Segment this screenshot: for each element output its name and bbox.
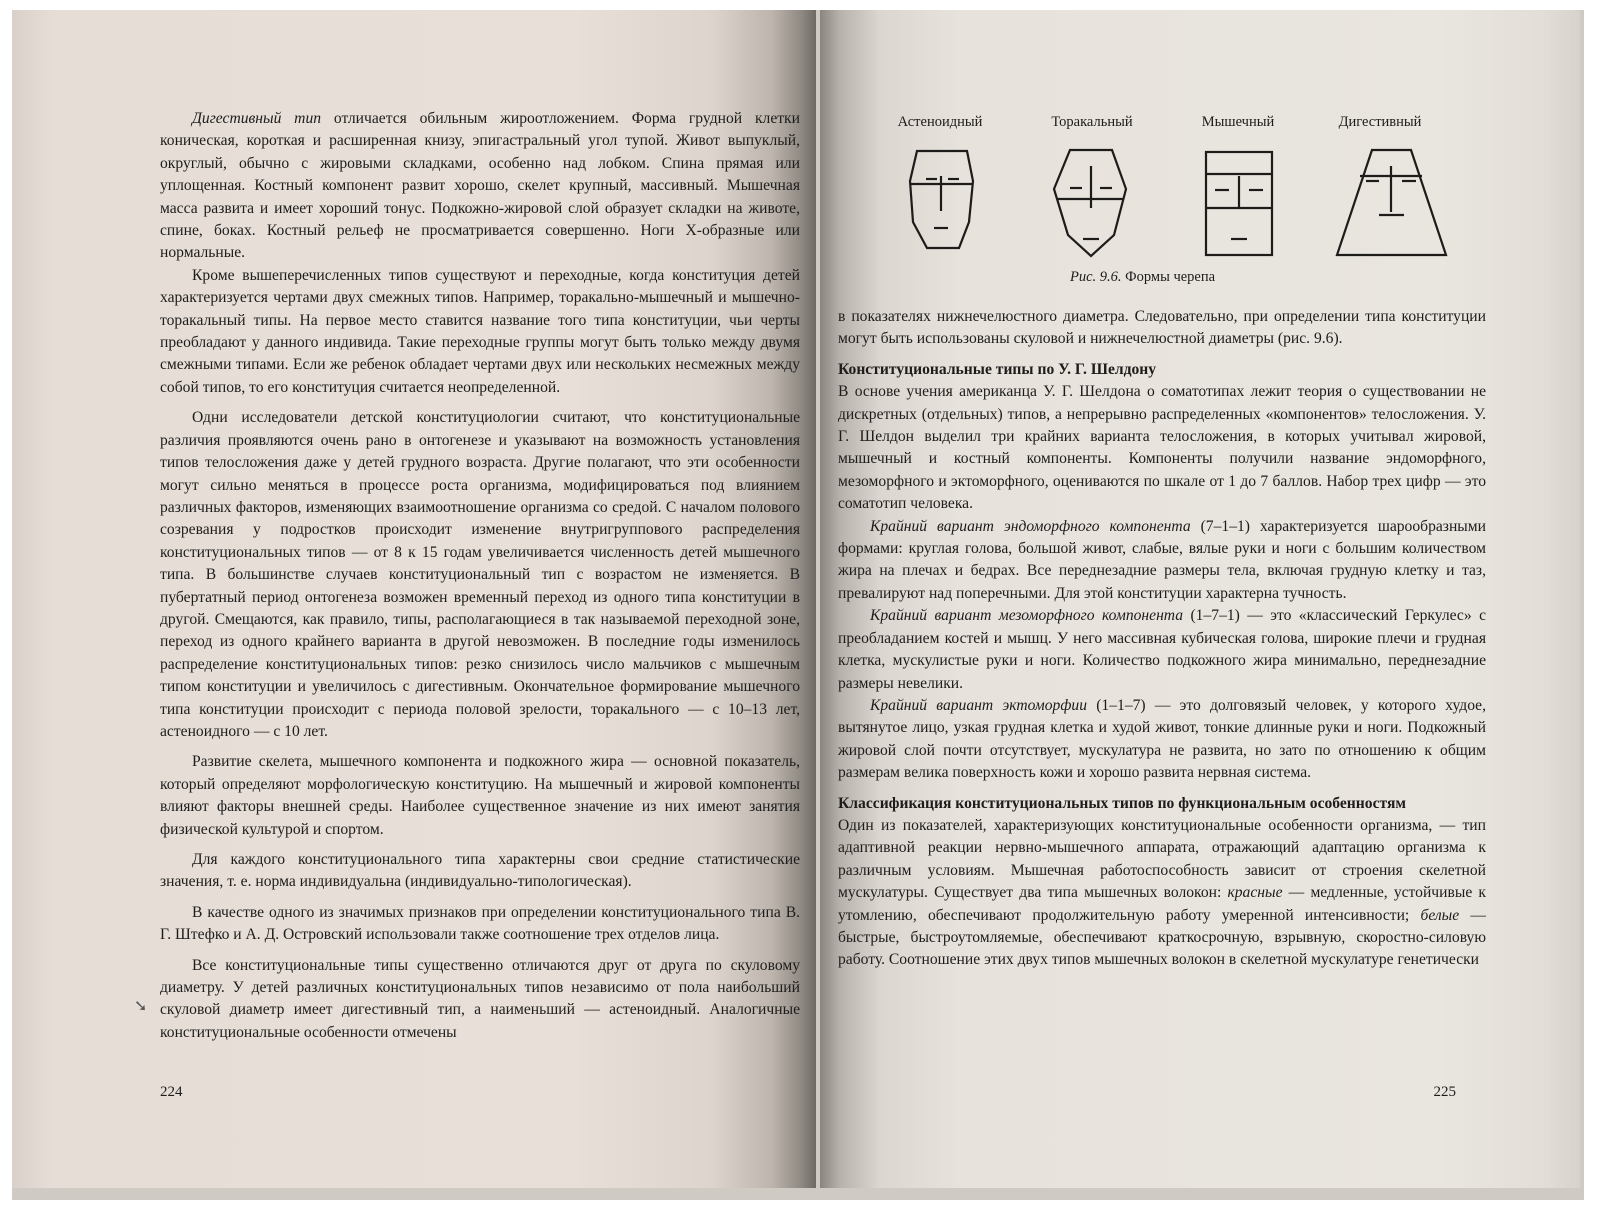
paragraph-zygomatic: Все конституциональные типы существенно отличаются друг от друга по скуловому диаметру. У детей различных конституциональных типов независимо от пола наибольший скуловой диаметр имеет дигестивный тип, а наименьший — астеноидный. Аналогичные конституциональные особенности отмечены — [160, 956, 800, 1041]
skull-digestive-shape — [1337, 150, 1446, 255]
paragraph-text: — быстрые, быстроутомляемые, обеспечивают краткосрочную, взрывную, скоростно-силовую работу. Соотношение этих двух типов мышечных волокон в скелетной мускулатуре генетически — [838, 906, 1486, 969]
paragraph-intro: в показателях нижнечелюстного диаметра. Следовательно, при определении типа конституции могут быть использованы скуловой и нижнечелюстной диаметры (рис. 9.6). — [838, 308, 1486, 348]
skull-thoracic-shape — [1054, 150, 1126, 256]
figure-caption-label: Рис. 9.6. — [1070, 269, 1122, 285]
term-red-fibers: красные — [1227, 884, 1283, 902]
term-white-fibers: белые — [1420, 906, 1460, 924]
page-number-left: 224 — [160, 1084, 183, 1100]
left-page-text — [160, 108, 800, 1044]
paragraph-text: — медленные, устойчивые к утомлению, обеспечивают продолжительную работу умеренной интенсивности; — [838, 884, 1486, 924]
paragraph-ectomorph — [838, 695, 1486, 785]
paragraph-face: В качестве одного из значимых признаков при определении конституционального типа В. Г. Штефко и А. Д. Островский использовали также соотношение трех отделов лица. — [160, 903, 800, 944]
skull-astenoid-shape — [910, 151, 973, 248]
term-mesomorph: Крайний вариант мезоморфного компонента — [870, 607, 1184, 625]
figure-caption — [1070, 269, 1215, 286]
paragraph-endomorph — [838, 516, 1486, 606]
paragraph-text: (7–1–1) характеризуется шарообразными формами: круглая голова, большой живот, слабые, вялые руки и ноги с большим количеством жира на плечах и бедрах. Все переднезадние размеры тела, включая грудную клетку и таз, превалируют над поперечными. Для этой конституции характерна тучность. — [838, 517, 1486, 602]
right-page — [820, 10, 1580, 1188]
paragraph-mesomorph — [838, 605, 1486, 695]
heading-functional: Классификация конституциональных типов по функциональным особенностям — [838, 794, 1407, 812]
label-astenoid: Астеноидный — [897, 114, 983, 130]
paragraph-skeleton: Развитие скелета, мышечного компонента и подкожного жира — основной показатель, который определяют морфологическую конституцию. На мышечный и жировой компоненты влияют факторы внешней среды. Наиболее существенное значение из них имеют занятия физической культурой и спортом. — [160, 753, 800, 838]
paragraph-text: отличается обильным жироотложением. Форма грудной клетки коническая, короткая и расширенная книзу, эпигастральный угол тупой. Живот выпуклый, округлый, обычно с жировыми складками, особенно над лобком. Спина прямая или уплощенная. Костный компонент развит хорошо, скелет крупный, массивный. Мышечная масса развита и имеет хороший тонус. Подкожно-жировой слой образует складки на животе, спине, боках. Костный рельеф не просматривается совершенно. Ноги Х-образные или нормальные. — [160, 110, 800, 262]
page-number-right: 225 — [1433, 1084, 1456, 1100]
paragraph-researchers: Одни исследователи детской конституциологии считают, что конституциональные различия проявляются очень рано в онтогенезе и указывают на возможность установления типов телосложения даже у детей грудного возраста. Другие полагают, что эти особенности могут сильно меняться в процессе роста организма, модифицироваться под влиянием различных факторов, изменяющих взаимоотношение организма со средой. С началом полового созревания у подростков происходит изменение внутригруппового распределения конституциональных типов — от 8 к 15 годам увеличивается численность детей мышечного типа. В большинстве случаев конституциональный тип с возрастом не изменяется. В пубертатный период онтогенеза возможен временный переход из одного типа конституции в другой. Смещаются, как правило, типы, располагающиеся в так называемой переходной зоне, переход из одного крайнего варианта в другой невозможен. В последние годы изменилось распределение конституциональных типов: резко снизилось число мальчиков с мышечным типом конституции и увеличилось с дигестивным. Окончательное формирование мышечного типа конституции происходит с периода половой зрелости, торакального — с 10–13 лет, астеноидного — с 10 лет. — [160, 409, 800, 740]
term-ectomorph: Крайний вариант эктоморфии — [870, 696, 1088, 714]
label-muscular: Мышечный — [1201, 114, 1275, 130]
paragraph-text: Один из показателей, характеризующих конституциональные особенности организма, — тип адаптивной реакции нервно-мышечного аппарата, отражающий адаптацию организма к различным условиям. Мышечная работоспособность зависит от строения скелетной мускулатуры. Существует два типа мышечных волокон: — [838, 816, 1486, 902]
skull-muscular-shape — [1206, 152, 1272, 255]
skull-shapes-drawing — [890, 136, 1470, 266]
paragraph-functional — [838, 815, 1486, 972]
heading-sheldon: Конституциональные типы по У. Г. Шелдону — [838, 360, 1157, 378]
book-spread — [12, 10, 1584, 1200]
paragraph-text: (1–1–7) — это долговязый человек, у которого худое, вытянутое лицо, узкая грудная клетка и худой живот, тонкие длинные руки и ноги. Подкожный жировой слой почти отсутствует, мускулатура не развита, но зато по отношению к общим размерам велика поверхность кожи и хорошо развита нервная система. — [838, 696, 1487, 782]
left-page — [12, 10, 816, 1188]
term-digestive-type: Дигестивный тип — [192, 110, 322, 127]
right-page-text — [838, 306, 1486, 972]
paragraph-sheldon: В основе учения американца У. Г. Шелдона о соматотипах лежит теория о существовании не дискретных (отдельных) типов, а непрерывно распределенных «компонентов» телосложения. У. Г. Шелдон выделил три крайних варианта телосложения, в которых учитывал жировой, мышечный и костный компоненты. Компоненты получили название эндоморфного, мезоморфного и эктоморфного, оцениваются по шкале от 1 до 7 баллов. Набор трех цифр — это соматотип человека. — [838, 383, 1486, 513]
paragraph-statistics: Для каждого конституционального типа характерны свои средние статистические значения, т. е. норма индивидуальна (индивидуально-типологическая). — [160, 851, 800, 891]
figure-caption-text: Формы черепа — [1121, 269, 1216, 285]
label-digestive: Дигестивный — [1338, 114, 1422, 130]
term-endomorph: Крайний вариант эндоморфного компонента — [870, 517, 1191, 535]
paragraph-digestive — [160, 108, 800, 265]
margin-arrow-icon: ➘ — [134, 998, 148, 1015]
paragraph-transitional: Кроме вышеперечисленных типов существуют и переходные, когда конституция детей характеризуется чертами двух смежных типов. Например, торакально-мышечный и мышечно-торакальный типы. На первое место ставится название того типа конституции, чьи черты преобладают у данного индивида. Такие переходные группы могут быть только между двумя смежными типами. Если же ребенок обладает чертами двух или нескольких несмежных между собой типов, то его конституция считается неопределенной. — [160, 266, 800, 396]
paragraph-text: (1–7–1) — это «классический Геркулес» с преобладанием костей и мышц. У него массивная кубическая голова, широкие плечи и грудная клетка, мускулистые руки и ноги. Количество подкожного жира минимально, переднезадние размеры невелики. — [838, 607, 1486, 692]
label-thoracic: Торакальный — [1051, 114, 1133, 130]
